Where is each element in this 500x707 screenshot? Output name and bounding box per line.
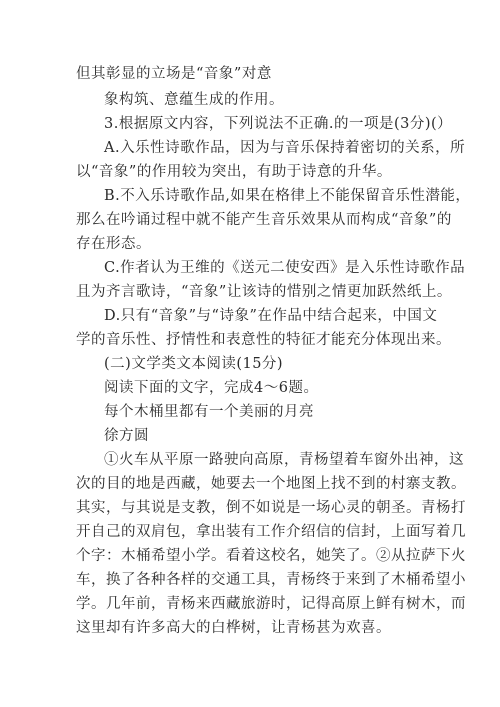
text-line: 且为齐言歌诗，“音象”让该诗的惜别之情更加跃然纸上。: [76, 284, 452, 300]
text-line: 车，换了各种各样的交通工具，青杨终于来到了木桶希望小: [76, 572, 466, 588]
instruction: 阅读下面的文字，完成4～6题。: [104, 380, 319, 396]
article-author: 徐方圆: [104, 428, 149, 444]
text-line: 学。几年前，青杨来西藏旅游时，记得高原上鲜有树木，而: [76, 596, 466, 612]
text-line: 次的目的地是西藏，她要去一个地图上找不到的村寨支教。: [76, 476, 466, 492]
text-line: ①火车从平原一路驶向高原，青杨望着车窗外出神，这: [104, 452, 464, 468]
section-heading: (二)文学类文本阅读(15分): [104, 356, 284, 372]
question-3-stem: 3.根据原文内容，下列说法不正确.的一项是(3分)(）: [104, 116, 453, 132]
text-line: 开自己的双肩包，拿出装有工作介绍信的信封，上面写着几: [76, 524, 466, 540]
text-line: 个字：木桶希望小学。看着这校名，她笑了。②从拉萨下火: [76, 548, 466, 564]
text-line: 学的音乐性、抒情性和表意性的特征才能充分体现出来。: [76, 332, 451, 348]
option-d: D.只有“音象”与“诗象”在作品中结合起来，中国文: [104, 308, 438, 324]
text-line: 但其彰显的立场是“音象”对意: [76, 66, 272, 82]
option-b: B.不入乐诗歌作品,如果在格律上不能保留音乐性潜能，: [104, 188, 471, 204]
option-c: C.作者认为王维的《送元二使安西》是入乐性诗歌作品: [104, 260, 466, 276]
text-line: 以“音象”的作用较为突出，有助于诗意的升华。: [76, 164, 392, 180]
text-line: 那么在吟诵过程中就不能产生音乐效果从而构成“音象”的: [76, 212, 452, 228]
option-a: A.入乐性诗歌作品，因为与音乐保持着密切的关系，所: [104, 140, 466, 156]
text-line: 这里却有许多高大的白桦树，让青杨甚为欢喜。: [76, 620, 391, 636]
text-line: 存在形态。: [76, 236, 151, 252]
text-line: 其实，与其说是支教，倒不如说是一场心灵的朝圣。青杨打: [76, 500, 466, 516]
article-title: 每个木桶里都有一个美丽的月亮: [104, 404, 314, 420]
text-line: 象构筑、意蕴生成的作用。: [104, 92, 284, 108]
